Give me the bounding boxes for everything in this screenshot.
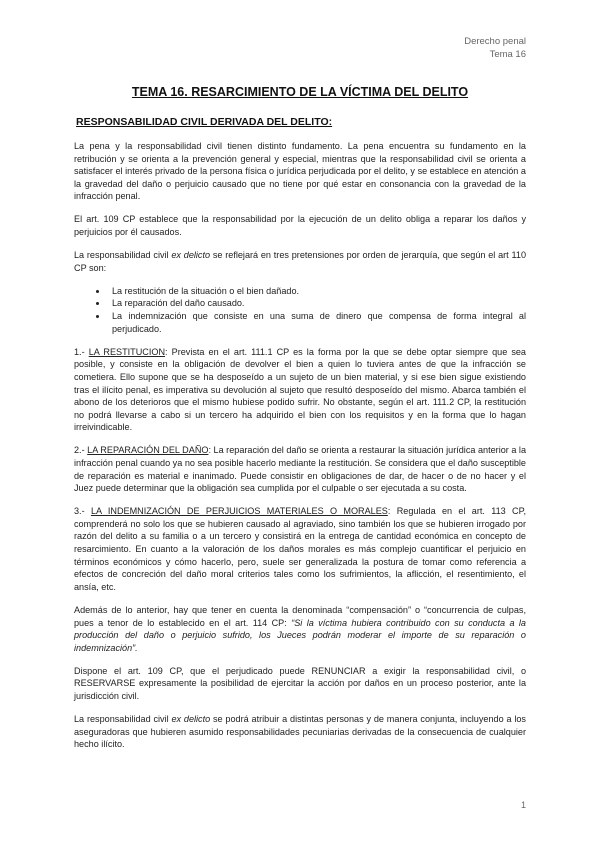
page-header (464, 35, 526, 61)
paragraph-atribucion: La responsabilidad civil ex delicto se podrá atribuir a distintas personas y de manera conjunta, incluyendo a los aseguradoras que hubieren asumido responsabilidades pecuniarias derivadas de la consecuencia de cualquier hecho ilícito. (74, 714, 526, 750)
document-body (74, 140, 526, 761)
paragraph-pretensiones: La responsabilidad civil ex delicto se reflejará en tres pretensiones por orden de jerarquía, que según el art 110 CP son: (74, 250, 526, 273)
header-topic: Tema 16 (489, 49, 526, 60)
list-item: • La reparación del daño causado. (108, 297, 526, 310)
paragraph-reparacion: 2.- LA REPARACIÓN DEL DAÑO: La reparación del daño se orienta a restaurar la situación jurídica anterior a la infracción penal cuando ya no sea posible hacerlo mediante la restitución. Se considera que el daño susceptible de reparación es material e inanimado. Puede consistir en obligaciones de dar, de hacer o de no hacer y el Juez puede determinar que la obligación sea cumplida por el culpable o ser ejecutada a su costa. (74, 445, 526, 494)
page-number: 1 (520, 800, 526, 810)
paragraph-compensacion: Además de lo anterior, hay que tener en cuenta la denominada “compensación” o “concurrencia de culpas, pues a tenor de lo establecido en el art. 114 CP: “Si la víctima hubiera contribuido con su conducta a la producción del daño o perjuicio sufrido, los Jueces podrán moderar el importe de su reparación o indemnización”. (74, 604, 526, 653)
document-title: TEMA 16. RESARCIMIENTO DE LA VÍCTIMA DEL DELITO (131, 85, 469, 99)
section-title: RESPONSABILIDAD CIVIL DERIVADA DEL DELITO: (76, 116, 333, 128)
paragraph-fundamento: La pena y la responsabilidad civil tienen distinto fundamento. La pena encuentra su fundamento en la retribución y se orienta a la prevención general y especial, mientras que la responsabilidad civil se orienta a satisfacer el interés privado de la persona física o jurídica perjudicada por el delito, y se establece en atención a la gravedad del daño o perjuicio causado que no tiene por qué estar en consonancia con la gravedad de la infracción penal. (74, 141, 526, 202)
paragraph-restitucion: 1.- LA RESTITUCION: Prevista en el art. 111.1 CP es la forma por la que se debe optar siempre que sea posible, y consiste en la obligación de devolver el bien a quien lo tuviera antes de que la infracción se cometiera. Ello supone que se ha desposeído a un sujeto de un bien material, y si ese bien sigue existiendo tras el ilícito penal, es imperativa su devolución al sujeto que resultó desposeído del mismo. Abarca también el abono de los deterioros que el mismo hubiese podido sufrir. No obstante, según el art. 111.2 CP, la restitución no podrá llevarse a cabo si un tercero ha adquirido el bien con los requisitos y en la forma que lo hagan irreivindicable. (74, 346, 526, 433)
list-item: • La indemnización que consiste en una suma de dinero que compensa de forma integral al perjudicado. (108, 310, 526, 335)
paragraph-indemnizacion: 3.- LA INDEMNIZACIÓN DE PERJUICIOS MATERIALES O MORALES: Regulada en el art. 113 CP, comprenderá no solo los que se hubieren causado al agraviado, sino también los que se hubieren irrogado por razón del delito a su familia o a un tercero y consistirá en la entrega de cantidad económica en concepto de resarcimiento. En cuanto a la valoración de los daños morales es más complejo cuantificar el perjuicio en términos económicos y cómo hacerlo, pero, suele ser generalizada la postura de tomar como referencia a efectos de concreción del daño moral criterios tales como los sufrimientos, la aflicción, el resentimiento, el ansía, etc. (74, 506, 527, 592)
pretensiones-list (74, 285, 526, 335)
list-item: • La restitución de la situación o el bien dañado. (108, 285, 526, 298)
paragraph-renuncia: Dispone el art. 109 CP, que el perjudicado puede RENUNCIAR a exigir la responsabilidad civil, o RESERVARSE expresamente la posibilidad de ejercitar la acción por daños en un proceso posterior, ante la jurisdicción civil. (74, 665, 526, 701)
paragraph-art-109: El art. 109 CP establece que la responsabilidad por la ejecución de un delito obliga a reparar los daños y perjuicios por él causados. (74, 214, 526, 238)
header-subject: Derecho penal (464, 36, 526, 47)
